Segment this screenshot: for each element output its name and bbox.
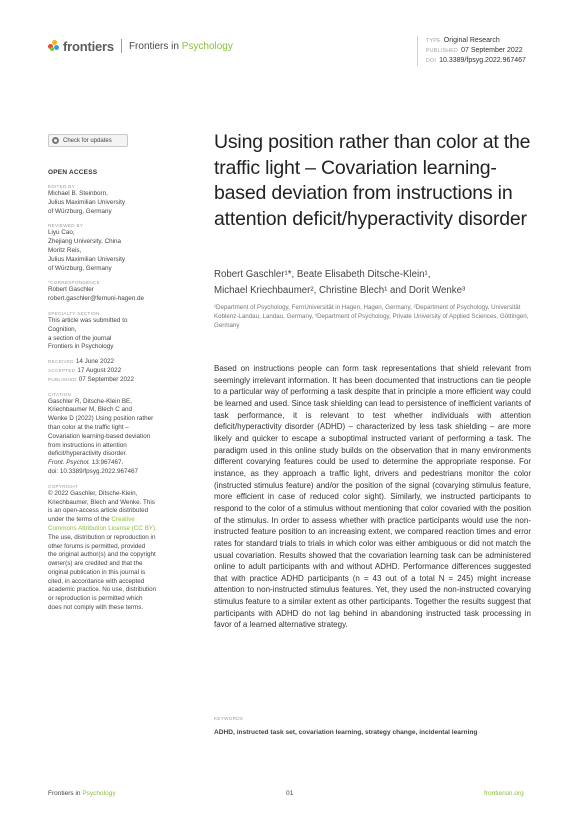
journal-title	[129, 41, 233, 52]
check-for-updates-icon	[52, 137, 59, 144]
accepted-date	[48, 367, 176, 376]
citation-line: Wenke D (2022) Using position rather	[48, 415, 154, 423]
footer-journal-name: Psychology	[82, 790, 116, 797]
dates-section	[48, 358, 176, 384]
footer-site-link[interactable]: frontiersin.org	[484, 790, 524, 797]
meta-type-value: Original Research	[443, 37, 500, 44]
copyright-line: © 2022 Gaschler, Ditsche-Klein,	[48, 489, 138, 497]
published-date	[48, 376, 176, 385]
author-list	[214, 267, 534, 298]
received-key: RECEIVED	[48, 359, 74, 365]
accepted-value: 17 August 2022	[77, 366, 122, 374]
published-key: PUBLISHED	[48, 376, 77, 382]
reviewed-by-section	[48, 222, 176, 273]
citation-label: CITATION	[48, 391, 72, 397]
correspondence-section	[48, 279, 176, 304]
citation-volume: 13:967467.	[90, 459, 124, 467]
copyright-line-with-link	[48, 516, 176, 525]
edited-by-section	[48, 183, 176, 216]
meta-published-key: PUBLISHED	[426, 48, 459, 54]
abstract: Based on instructions people can form task representations that shield relevant from seemingly irrelevant information. It has been documented that instructions can tie people to a particular way of performing a task despite that in principle a more efficient way could be learned and used. Since task shielding can lead to persistence of inefficient variants of task performance, it is relevant to test whether individuals with attention deficit/hyperactivity disorder (ADHD) – characterized by less task shielding – are more likely and quicker to escape a suboptimal instructed variant of performing a task. The paradigm used in this online study builds on the observation that in many environments different covarying features could be used to determine the appropriate response. For instance, as they approach a traffic light, drivers and pedestrians monitor the color (instructed stimulus feature) and/or the position of the signal (covarying stimulus feature, more efficient in case of reduced color sight). Similarly, we instructed participants to respond to the color of a stimulus without mentioning that color covaried with the position of the stimulus. In order to assess whether with practice participants would use the non-instructed feature position to an increasing extent, we compared reaction times and error rates for standard trials to trials in which color was either ambiguous or did not match the usual covariation. Results showed that the covariation learning task can be administered online to adult participants with and without ADHD. Performance differences suggested that with practice ADHD participants (n = 43 out of a total N = 245) might increase attention to non-instructed stimulus features. Yet, they used the non-instructed covarying stimulus feature to a similar extent as other participants. Together the results suggest that participants with ADHD do not lag behind in abandoning instructed task processing in favor of a learned alternative strategy.	[214, 364, 531, 630]
brand-name: frontiers	[63, 38, 114, 54]
meta-type-key: TYPE	[426, 38, 441, 44]
journal-prefix: Frontiers in	[128, 40, 182, 52]
authors-line: Michael Kriechbaumer², Christine Blech¹ and Dorit Wenke³	[214, 284, 466, 296]
correspondence-label: *CORRESPONDENCE	[48, 280, 100, 286]
copyright-line: Kriechbaumer, Blech and Wenke. This	[48, 498, 155, 506]
frontiers-logo-icon	[48, 40, 60, 52]
citation-line: Covariation learning-based deviation	[48, 432, 151, 440]
reviewer-line: Zhejiang University, China	[48, 238, 122, 246]
citation-journal-line	[48, 459, 176, 468]
reviewer-line: Liyu Cao,	[48, 229, 75, 237]
specialty-line: a section of the journal	[48, 334, 112, 342]
copyright-line: The use, distribution or reproduction in	[48, 533, 156, 541]
citation-line: from instructions in attention	[48, 441, 127, 449]
reviewer-line: Julius Maximilian University	[48, 255, 125, 263]
meta-published	[426, 46, 526, 56]
copyright-line: does not comply with these terms.	[48, 604, 144, 612]
correspondence-name: Robert Gaschler	[48, 286, 94, 294]
meta-doi-link[interactable]: 10.3389/fpsyg.2022.967467	[439, 57, 526, 64]
citation-journal: Front. Psychol.	[48, 459, 90, 467]
copyright-line: or reproduction is permitted which	[48, 595, 143, 603]
copyright-text: under the terms of the	[48, 516, 110, 524]
editor-line: of Würzburg, Germany	[48, 207, 112, 215]
specialty-line: This article was submitted to	[48, 316, 128, 324]
citation-section	[48, 391, 176, 477]
copyright-line: other forums is permitted, provided	[48, 542, 146, 550]
brand-divider	[121, 39, 122, 53]
footer-journal-prefix: Frontiers in	[48, 790, 83, 797]
article-title: Using position rather than color at the traffic light – Covariation learning-based deviation from instructions in attention deficit/hyperactivity disorder	[214, 131, 531, 230]
specialty-line: Cognition,	[48, 325, 77, 333]
published-value: 07 September 2022	[78, 375, 135, 383]
open-access-label: OPEN ACCESS	[48, 169, 98, 176]
meta-doi[interactable]	[426, 56, 526, 66]
footer-journal	[48, 790, 116, 797]
article-meta	[417, 36, 526, 66]
meta-published-value: 07 September 2022	[461, 47, 523, 54]
check-for-updates-label: Check for updates	[63, 137, 112, 144]
keywords: ADHD, instructed task set, covariation learning, strategy change, incidental learning	[214, 729, 478, 736]
citation-line: deficit/hyperactivity disorder.	[48, 450, 128, 458]
citation-line: Kriechbaumer M, Blech C and	[48, 406, 132, 414]
copyright-line: owner(s) are credited and that the	[48, 560, 143, 568]
copyright-label: COPYRIGHT	[48, 483, 79, 489]
journal-brand	[48, 38, 233, 54]
copyright-line: academic practice. No use, distribution	[48, 586, 157, 594]
page-number: 01	[286, 790, 294, 797]
reviewer-line: Moritz Reis,	[48, 246, 82, 254]
citation-doi: doi: 10.3389/fpsyg.2022.967467	[48, 467, 138, 475]
citation-line: than color at the traffic light –	[48, 423, 129, 431]
reviewer-line: of Würzburg, Germany	[48, 264, 112, 272]
copyright-line: is an open-access article distributed	[48, 507, 149, 515]
copyright-section	[48, 483, 176, 613]
keywords-label: KEYWORDS	[214, 716, 244, 721]
specialty-section	[48, 310, 176, 352]
edited-by-label: EDITED BY	[48, 184, 75, 189]
journal-name: Psychology	[181, 40, 233, 52]
accepted-key: ACCEPTED	[48, 367, 76, 373]
copyright-line: the original author(s) and the copyright	[48, 551, 156, 559]
meta-doi-key: DOI	[426, 58, 437, 64]
received-date	[48, 358, 176, 367]
copyright-line: original publication in this journal is	[48, 568, 146, 576]
reviewed-by-label: REVIEWED BY	[48, 223, 84, 229]
correspondence-email-link[interactable]: robert.gaschler@fernuni-hagen.de	[48, 295, 145, 303]
editor-line: Michael B. Steinborn,	[48, 190, 108, 197]
check-for-updates-button[interactable]	[48, 134, 128, 147]
specialty-line: Frontiers in Psychology	[48, 343, 114, 351]
copyright-line: cited, in accordance with accepted	[48, 577, 145, 585]
cc-license-link[interactable]: Creative	[111, 516, 135, 524]
citation-line: Gaschler R, Ditsche-Klein BE,	[48, 397, 132, 405]
meta-type	[426, 36, 526, 46]
received-value: 14 June 2022	[75, 358, 115, 366]
article-sidebar	[48, 134, 176, 613]
cc-license-link[interactable]: Commons Attribution License (CC BY).	[48, 524, 157, 532]
specialty-label: SPECIALTY SECTION	[48, 310, 100, 316]
editor-line: Julius Maximilian University	[48, 198, 125, 206]
authors-line: Robert Gaschler¹*, Beate Elisabeth Ditsche-Klein¹,	[214, 269, 431, 280]
affiliations: ¹Department of Psychology, FernUniversität in Hagen, Hagen, Germany, ²Department of Psychology, Universität Koblenz-Landau, Landau, Germany, ³Department of Psychology, Private University of Applied Sciences, Göttingen, Germany	[214, 304, 529, 330]
